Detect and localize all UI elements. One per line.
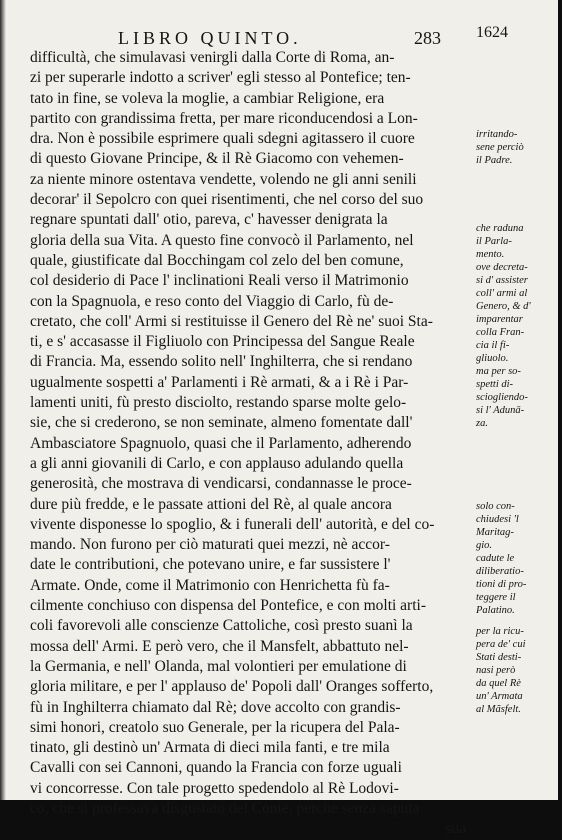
margin-note-line: cia il fi- bbox=[476, 340, 510, 351]
body-line: Cavalli con sei Cannoni, quando la Francia con forze uguali bbox=[30, 759, 402, 777]
margin-note-line: gliuolo. bbox=[476, 353, 509, 364]
body-line: cretato, che coll' Armi si restituisse il Genero del Rè ne' suoi Sta- bbox=[30, 312, 433, 330]
margin-note-line: chiudesi 'l bbox=[476, 514, 519, 525]
margin-note-line: nasi però bbox=[476, 665, 516, 676]
margin-note-line: irritando- bbox=[476, 129, 518, 140]
margin-note bbox=[476, 625, 556, 716]
body-line: di questo Giovane Principe, & il Rè Giacomo con vehemen- bbox=[30, 150, 404, 168]
margin-note-line: solo con- bbox=[476, 501, 515, 512]
margin-note-line: za. bbox=[476, 418, 488, 429]
margin-year: 1624 bbox=[476, 24, 508, 41]
margin-note bbox=[476, 222, 556, 430]
body-line: vivente disponesse lo spoglio, & i funerali dell' autorità, e del co- bbox=[30, 515, 435, 533]
body-line: generosità, che mostrava di vendicarsi, condannasse le proce- bbox=[30, 475, 412, 493]
body-line: sie, che si crederono, se non seminate, almeno fomentate dall' bbox=[30, 414, 413, 432]
margin-note-line: si l' Adunā- bbox=[476, 405, 525, 416]
body-text bbox=[30, 48, 466, 840]
body-line: tinato, gli destinò un' Armata di dieci mila fanti, e tre mila bbox=[30, 739, 390, 757]
body-line: col desiderio di Pace l' inclinationi Reali verso il Matrimonio bbox=[30, 272, 409, 290]
body-line: ugualmente sospetti a' Parlamenti i Rè armati, & a i Rè i Par- bbox=[30, 373, 409, 391]
body-line: partito con grandissima fretta, per mare riconducendosi a Lon- bbox=[30, 109, 418, 127]
body-line: con la Spagnuola, e reso conto del Viaggio di Carlo, fù de- bbox=[30, 292, 394, 310]
body-line: tato in fine, se voleva la moglie, a cambiar Religione, era bbox=[30, 89, 385, 107]
body-line: Armate. Onde, come il Matrimonio con Henrichetta fù fa- bbox=[30, 576, 390, 594]
body-line: gloria della sua Vita. A questo fine convocò il Parlamento, nel bbox=[30, 231, 414, 249]
body-line: zi per superarle indotto a scriver' egli stesso al Pontefice; ten- bbox=[30, 69, 411, 87]
page-gutter bbox=[0, 0, 6, 800]
margin-note-line: diliberatio- bbox=[476, 566, 524, 577]
body-line: dra. Non è possibile esprimere quali sdegni agitassero il cuore bbox=[30, 130, 415, 148]
margin-note-line: imparentar bbox=[476, 314, 523, 325]
margin-note-line: gio. bbox=[476, 540, 493, 551]
margin-note bbox=[476, 128, 556, 167]
margin-note-line: da quel Rè bbox=[476, 678, 521, 689]
margin-note-line: che raduna bbox=[476, 223, 524, 234]
margin-note-line: pera de' cui bbox=[476, 639, 526, 650]
margin-note-line: Genero, & d' bbox=[476, 301, 531, 312]
margin-note-line: colla Fran- bbox=[476, 327, 525, 338]
margin-note bbox=[476, 500, 556, 617]
body-line: date le contributioni, che potevano unire, e far sussistere l' bbox=[30, 556, 391, 574]
running-head: LIBRO QUINTO. bbox=[118, 28, 302, 48]
margin-note-line: Stati desti- bbox=[476, 652, 522, 663]
body-line: vi concorresse. Con tale progetto spedendolo al Rè Lodovi- bbox=[30, 779, 399, 797]
margin-note-line: mento. bbox=[476, 249, 505, 260]
body-line: mossa dell' Armi. E però vero, che il Mansfelt, abbattuto nel- bbox=[30, 637, 409, 655]
body-line: lamenti uniti, fù presto disciolto, restando sparse molte gelo- bbox=[30, 394, 407, 412]
catchword: sua bbox=[445, 820, 466, 838]
margin-note-line: ove decreta- bbox=[476, 262, 528, 273]
margin-note-line: cadute le bbox=[476, 553, 515, 564]
body-line: ti, e s' accasasse il Figliuolo con Principessa del Sangue Reale bbox=[30, 333, 415, 351]
body-line: gloria militare, e per l' applauso de' Popoli dall' Oranges sofferto, bbox=[30, 678, 434, 696]
body-line: a gli anni giovanili di Carlo, e con applauso adulando quella bbox=[30, 454, 404, 472]
body-line: regnare spuntati dall' otio, pareva, c' havesser denigrata la bbox=[30, 211, 388, 229]
body-line: la Germania, e nell' Olanda, mal volontieri per emulatione di bbox=[30, 657, 407, 675]
margin-note-line: spetti di- bbox=[476, 379, 514, 390]
body-line: simi honori, creatolo suo Generale, per la ricupera del Pala- bbox=[30, 718, 400, 736]
margin-note-line: un' Armata bbox=[476, 691, 523, 702]
margin-note-line: tioni di pro- bbox=[476, 579, 527, 590]
margin-note-line: si d' assister bbox=[476, 275, 528, 286]
margin-note-line: il Padre. bbox=[476, 155, 513, 166]
body-line: co, che si professava disgustato del Conte, perche senza saputa bbox=[30, 799, 420, 817]
margin-note-line: sciogliendo- bbox=[476, 392, 528, 403]
page-number: 283 bbox=[414, 28, 441, 48]
margin-note-line: Maritag- bbox=[476, 527, 514, 538]
body-line: decorar' il Sepolcro con quei risentimenti, che nel corso del suo bbox=[30, 191, 424, 209]
book-page bbox=[6, 0, 558, 838]
body-line: za niente minore ostentava vendette, volendo ne gli anni senili bbox=[30, 170, 417, 188]
margin-note-line: coll' armi al bbox=[476, 288, 528, 299]
margin-note-line: per la ricu- bbox=[476, 626, 524, 637]
body-line: coli favorevoli alle conscienze Cattoliche, così presto suanì la bbox=[30, 617, 413, 635]
body-line: di Francia. Ma, essendo solito nell' Inghilterra, che si rendano bbox=[30, 353, 413, 371]
margin-note-line: ma per so- bbox=[476, 366, 521, 377]
margin-note-line: teggere il bbox=[476, 592, 516, 603]
margin-note-line: Palatino. bbox=[476, 605, 515, 616]
body-line: difficultà, che simulavasi venirgli dalla Corte di Roma, an- bbox=[30, 49, 395, 66]
body-line: quale, giustificate dal Bocchingam col zelo del ben comune, bbox=[30, 251, 404, 269]
body-line: cilmente conchiuso con dispensa del Pontefice, e con molti arti- bbox=[30, 597, 426, 615]
body-line: mando. Non furono per ciò maturati quei mezzi, nè accor- bbox=[30, 536, 390, 554]
margin-note-line: sene perciò bbox=[476, 142, 524, 153]
margin-note-line: il Parla- bbox=[476, 236, 512, 247]
body-line: dure più fredde, e le passate attioni del Rè, al quale ancora bbox=[30, 495, 392, 513]
margin-note-line: al Mãsfelt. bbox=[476, 704, 521, 715]
body-line: fù in Inghilterra chiamato dal Rè; dove accolto con grandis- bbox=[30, 698, 401, 716]
body-line: Ambasciatore Spagnuolo, quasi che il Parlamento, adherendo bbox=[30, 434, 412, 452]
